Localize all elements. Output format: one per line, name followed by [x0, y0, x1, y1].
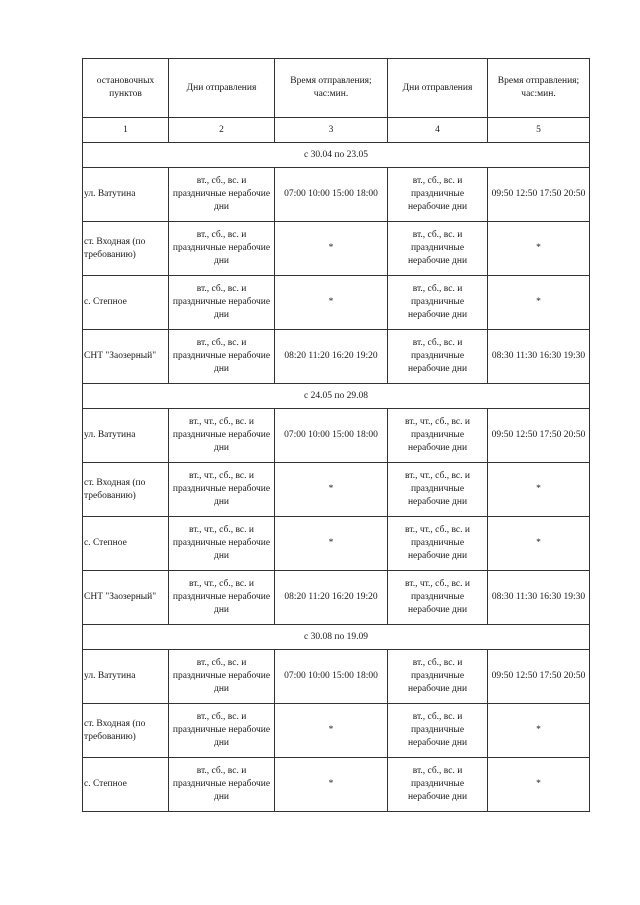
time-back: * — [488, 704, 590, 758]
time-forward: * — [275, 517, 388, 571]
stop-name: ст. Входная (по требованию) — [83, 463, 169, 517]
column-number: 2 — [169, 118, 275, 143]
column-number: 4 — [388, 118, 488, 143]
days-back: вт., чт., сб., вс. и праздничные нерабочие дни — [388, 463, 488, 517]
stop-name: ул. Ватутина — [83, 168, 169, 222]
stop-name: ул. Ватутина — [83, 650, 169, 704]
header-days-forward: Дни отправления — [169, 59, 275, 118]
days-back: вт., сб., вс. и праздничные нерабочие дни — [388, 704, 488, 758]
time-back: * — [488, 517, 590, 571]
table-row — [83, 517, 590, 571]
period-row — [83, 143, 590, 168]
days-back: вт., чт., сб., вс. и праздничные нерабочие дни — [388, 571, 488, 625]
table-row — [83, 704, 590, 758]
time-back: * — [488, 222, 590, 276]
period-label: с 30.04 по 23.05 — [83, 143, 590, 168]
days-forward: вт., сб., вс. и праздничные нерабочие дни — [169, 168, 275, 222]
time-back: * — [488, 758, 590, 812]
days-back: вт., сб., вс. и праздничные нерабочие дни — [388, 330, 488, 384]
stop-name: ул. Ватутина — [83, 409, 169, 463]
time-back: 08:30 11:30 16:30 19:30 — [488, 330, 590, 384]
days-forward: вт., чт., сб., вс. и праздничные нерабочие дни — [169, 409, 275, 463]
days-forward: вт., сб., вс. и праздничные нерабочие дни — [169, 330, 275, 384]
period-row — [83, 625, 590, 650]
table-row — [83, 222, 590, 276]
period-label: с 30.08 по 19.09 — [83, 625, 590, 650]
days-back: вт., чт., сб., вс. и праздничные нерабочие дни — [388, 517, 488, 571]
days-forward: вт., сб., вс. и праздничные нерабочие дни — [169, 704, 275, 758]
days-forward: вт., чт., сб., вс. и праздничные нерабочие дни — [169, 517, 275, 571]
column-number-row — [83, 118, 590, 143]
header-stops: остановочных пунктов — [83, 59, 169, 118]
header-row — [83, 59, 590, 118]
days-forward: вт., сб., вс. и праздничные нерабочие дни — [169, 650, 275, 704]
time-forward: * — [275, 276, 388, 330]
column-number: 3 — [275, 118, 388, 143]
days-forward: вт., чт., сб., вс. и праздничные нерабочие дни — [169, 463, 275, 517]
days-back: вт., сб., вс. и праздничные нерабочие дни — [388, 758, 488, 812]
table-row — [83, 168, 590, 222]
table-row — [83, 571, 590, 625]
days-forward: вт., сб., вс. и праздничные нерабочие дни — [169, 276, 275, 330]
column-number: 5 — [488, 118, 590, 143]
table-row — [83, 463, 590, 517]
period-row — [83, 384, 590, 409]
stop-name: с. Степное — [83, 517, 169, 571]
time-back: 09:50 12:50 17:50 20:50 — [488, 409, 590, 463]
days-forward: вт., чт., сб., вс. и праздничные нерабочие дни — [169, 571, 275, 625]
days-back: вт., чт., сб., вс. и праздничные нерабочие дни — [388, 409, 488, 463]
time-back: * — [488, 463, 590, 517]
table-row — [83, 409, 590, 463]
stop-name: ст. Входная (по требованию) — [83, 704, 169, 758]
stop-name: с. Степное — [83, 758, 169, 812]
time-back: 09:50 12:50 17:50 20:50 — [488, 650, 590, 704]
table-row — [83, 650, 590, 704]
days-back: вт., сб., вс. и праздничные нерабочие дни — [388, 222, 488, 276]
time-forward: * — [275, 463, 388, 517]
stop-name: СНТ "Заозерный" — [83, 571, 169, 625]
table-row — [83, 758, 590, 812]
time-forward: 08:20 11:20 16:20 19:20 — [275, 330, 388, 384]
header-days-back: Дни отправления — [388, 59, 488, 118]
time-forward: 07:00 10:00 15:00 18:00 — [275, 650, 388, 704]
time-back: * — [488, 276, 590, 330]
time-forward: 07:00 10:00 15:00 18:00 — [275, 168, 388, 222]
period-label: с 24.05 по 29.08 — [83, 384, 590, 409]
table-row — [83, 330, 590, 384]
time-back: 09:50 12:50 17:50 20:50 — [488, 168, 590, 222]
stop-name: с. Степное — [83, 276, 169, 330]
time-forward: 08:20 11:20 16:20 19:20 — [275, 571, 388, 625]
days-back: вт., сб., вс. и праздничные нерабочие дни — [388, 650, 488, 704]
header-time-back: Время отправления; час:мин. — [488, 59, 590, 118]
days-forward: вт., сб., вс. и праздничные нерабочие дни — [169, 222, 275, 276]
days-back: вт., сб., вс. и праздничные нерабочие дни — [388, 276, 488, 330]
column-number: 1 — [83, 118, 169, 143]
schedule-table — [82, 58, 590, 812]
time-forward: * — [275, 758, 388, 812]
time-back: 08:30 11:30 16:30 19:30 — [488, 571, 590, 625]
time-forward: * — [275, 222, 388, 276]
time-forward: * — [275, 704, 388, 758]
time-forward: 07:00 10:00 15:00 18:00 — [275, 409, 388, 463]
stop-name: ст. Входная (по требованию) — [83, 222, 169, 276]
header-time-forward: Время отправления; час:мин. — [275, 59, 388, 118]
days-back: вт., сб., вс. и праздничные нерабочие дни — [388, 168, 488, 222]
days-forward: вт., сб., вс. и праздничные нерабочие дни — [169, 758, 275, 812]
stop-name: СНТ "Заозерный" — [83, 330, 169, 384]
table-row — [83, 276, 590, 330]
